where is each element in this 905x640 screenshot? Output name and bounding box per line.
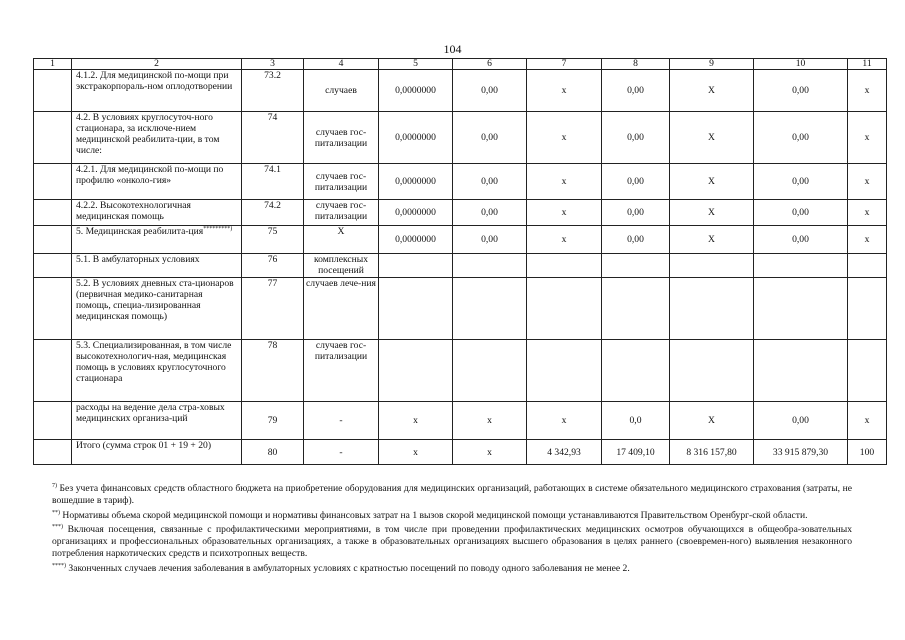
cell-col6 xyxy=(453,340,527,402)
cell-col9: Х xyxy=(670,226,754,254)
page-number: 104 xyxy=(443,42,462,56)
row-name-text: 5. Медицинская реабилита-ция xyxy=(76,226,204,237)
cell-col7 xyxy=(527,278,602,340)
cell-col5 xyxy=(379,278,453,340)
row-number-cell xyxy=(34,402,72,440)
cell-col6: 0,00 xyxy=(453,200,527,226)
table-row xyxy=(34,164,887,200)
cell-col7: х xyxy=(527,70,602,112)
header-cell: 6 xyxy=(453,59,527,70)
row-name: 5.1. В амбулаторных условиях xyxy=(72,254,242,278)
row-unit: случаев лече-ния xyxy=(304,278,379,340)
cell-col5: х xyxy=(379,402,453,440)
table-header-row xyxy=(34,59,887,70)
cell-col10: 0,00 xyxy=(754,200,848,226)
cell-col8: 0,00 xyxy=(602,164,670,200)
row-name: Итого (сумма строк 01 + 19 + 20) xyxy=(72,440,242,465)
table-row xyxy=(34,112,887,164)
row-name: 5.2. В условиях дневных ста-ционаров (первичная медико-санитарная помощь, специа-лизированная медицинская помощь) xyxy=(72,278,242,340)
cell-col9: Х xyxy=(670,402,754,440)
cell-col11: х xyxy=(848,402,887,440)
row-name: 4.2. В условиях круглосуточ-ного стационара, за исключе-нием медицинской реабилита-ции, в том числе: xyxy=(72,112,242,164)
table-row xyxy=(34,70,887,112)
row-code: 74.1 xyxy=(242,164,304,200)
cell-col5: 0,0000000 xyxy=(379,200,453,226)
cell-col10: 0,00 xyxy=(754,70,848,112)
row-unit: комплексных посещений xyxy=(304,254,379,278)
header-cell: 10 xyxy=(754,59,848,70)
row-unit: случаев гос-питализации xyxy=(304,200,379,226)
row-unit: случаев гос-питализации xyxy=(304,340,379,402)
cell-col5: х xyxy=(379,440,453,465)
cell-col9: Х xyxy=(670,164,754,200)
cell-col6 xyxy=(453,278,527,340)
cell-col11: х xyxy=(848,70,887,112)
cell-col9: Х xyxy=(670,112,754,164)
cell-col6: х xyxy=(453,402,527,440)
cell-col6 xyxy=(453,254,527,278)
cell-col7: 4 342,93 xyxy=(527,440,602,465)
row-number-cell xyxy=(34,70,72,112)
cell-col6: х xyxy=(453,440,527,465)
cell-col9: Х xyxy=(670,200,754,226)
cell-col6: 0,00 xyxy=(453,226,527,254)
row-code: 73.2 xyxy=(242,70,304,112)
row-unit: Х xyxy=(304,226,379,254)
cell-col11: х xyxy=(848,226,887,254)
cell-col5: 0,0000000 xyxy=(379,112,453,164)
row-code: 79 xyxy=(242,402,304,440)
cell-col11 xyxy=(848,254,887,278)
row-unit: - xyxy=(304,440,379,465)
row-unit: случаев гос-питализации xyxy=(304,112,379,164)
cell-col7 xyxy=(527,254,602,278)
cell-col11 xyxy=(848,278,887,340)
cell-col7: х xyxy=(527,226,602,254)
row-code: 74 xyxy=(242,112,304,164)
cell-col11: х xyxy=(848,112,887,164)
cell-col7: х xyxy=(527,200,602,226)
row-name: 4.2.2. Высокотехнологичная медицинская помощь xyxy=(72,200,242,226)
cell-col6: 0,00 xyxy=(453,70,527,112)
table-row xyxy=(34,226,887,254)
row-unit: случаев xyxy=(304,70,379,112)
cell-col11: х xyxy=(848,200,887,226)
cell-col8: 0,00 xyxy=(602,226,670,254)
header-cell: 5 xyxy=(379,59,453,70)
row-number-cell xyxy=(34,254,72,278)
cell-col8 xyxy=(602,254,670,278)
cell-col10: 0,00 xyxy=(754,402,848,440)
table-row xyxy=(34,200,887,226)
row-name: расходы на ведение дела стра-ховых медицинских организа-ций xyxy=(72,402,242,440)
footnote-text: Законченных случаев лечения заболевания в амбулаторных условиях с кратностью посещений по поводу одного заболевания не менее 2. xyxy=(66,562,630,574)
cell-col8: 0,00 xyxy=(602,200,670,226)
footnote-text: Без учета финансовых средств областного бюджета на приобретение оборудования для медицинских организаций, работающих в системе обязательного медицинского страхования (затраты, не вошедшие в тариф). xyxy=(52,483,852,506)
cell-col10: 33 915 879,30 xyxy=(754,440,848,465)
table-row xyxy=(34,254,887,278)
cell-col10 xyxy=(754,278,848,340)
cell-col6: 0,00 xyxy=(453,112,527,164)
row-number-cell xyxy=(34,278,72,340)
footnote-text: Включая посещения, связанные с профилактическими мероприятиями, в том числе при проведении профилактических медицинских осмотров обучающихся в общеобра-зовательных организациях и профессиональных образовательных организациях, а также в образовательных организациях высшего образования в целях раннего (своевремен-ного) выявления незаконного потребления наркотических средств и психотропных веществ. xyxy=(52,524,852,559)
cell-col7 xyxy=(527,340,602,402)
cell-col5: 0,0000000 xyxy=(379,164,453,200)
footnote xyxy=(52,510,852,522)
data-table xyxy=(33,58,887,465)
cell-col8 xyxy=(602,278,670,340)
cell-col9 xyxy=(670,278,754,340)
cell-col10 xyxy=(754,340,848,402)
cell-col10 xyxy=(754,254,848,278)
table-row-total xyxy=(34,440,887,465)
row-code: 78 xyxy=(242,340,304,402)
cell-col10: 0,00 xyxy=(754,112,848,164)
header-cell: 11 xyxy=(848,59,887,70)
cell-col8 xyxy=(602,340,670,402)
header-cell: 8 xyxy=(602,59,670,70)
cell-col5: 0,0000000 xyxy=(379,226,453,254)
table-row xyxy=(34,402,887,440)
header-cell: 9 xyxy=(670,59,754,70)
footnote-text: Нормативы объема скорой медицинской помощи и нормативы финансовых затрат на 1 вызов скорой медицинской помощи устанавливаются Правительством Оренбург-ской области. xyxy=(60,509,808,521)
footnote-marker: *********) xyxy=(203,226,233,232)
row-number-cell xyxy=(34,164,72,200)
row-name: 4.1.2. Для медицинской по-мощи при экстракорпораль-ном оплодотворении xyxy=(72,70,242,112)
row-unit: - xyxy=(304,402,379,440)
footnote xyxy=(52,563,852,575)
header-cell: 4 xyxy=(304,59,379,70)
row-number-cell xyxy=(34,340,72,402)
footnote-mark: ****) xyxy=(52,562,66,569)
footnotes xyxy=(52,483,852,578)
cell-col8: 0,00 xyxy=(602,112,670,164)
cell-col7: х xyxy=(527,112,602,164)
row-code: 80 xyxy=(242,440,304,465)
row-number-cell xyxy=(34,226,72,254)
cell-col9 xyxy=(670,254,754,278)
row-name: 5.3. Специализированная, в том числе высокотехнологич-ная, медицинская помощь в условиях круглосуточного стационара xyxy=(72,340,242,402)
cell-col11: х xyxy=(848,164,887,200)
row-number-cell xyxy=(34,440,72,465)
cell-col6: 0,00 xyxy=(453,164,527,200)
footnote-mark: 7) xyxy=(52,483,57,489)
cell-col11: 100 xyxy=(848,440,887,465)
cell-col9: Х xyxy=(670,70,754,112)
footnote xyxy=(52,524,852,559)
row-number-cell xyxy=(34,112,72,164)
row-code: 75 xyxy=(242,226,304,254)
cell-col8: 0,00 xyxy=(602,70,670,112)
cell-col9: 8 316 157,80 xyxy=(670,440,754,465)
row-unit: случаев гос-питализации xyxy=(304,164,379,200)
footnote xyxy=(52,483,852,507)
table-row xyxy=(34,278,887,340)
row-number-cell xyxy=(34,200,72,226)
cell-col10: 0,00 xyxy=(754,226,848,254)
footnote-mark: ***) xyxy=(52,524,63,531)
footnote-mark: **) xyxy=(52,509,60,516)
cell-col7: х xyxy=(527,164,602,200)
cell-col8: 17 409,10 xyxy=(602,440,670,465)
table-row xyxy=(34,340,887,402)
header-cell: 1 xyxy=(34,59,72,70)
header-cell: 2 xyxy=(72,59,242,70)
cell-col7: х xyxy=(527,402,602,440)
cell-col5 xyxy=(379,340,453,402)
cell-col8: 0,0 xyxy=(602,402,670,440)
row-code: 77 xyxy=(242,278,304,340)
row-code: 74.2 xyxy=(242,200,304,226)
cell-col5 xyxy=(379,254,453,278)
cell-col10: 0,00 xyxy=(754,164,848,200)
header-cell: 3 xyxy=(242,59,304,70)
cell-col5: 0,0000000 xyxy=(379,70,453,112)
cell-col9 xyxy=(670,340,754,402)
row-name xyxy=(72,226,242,254)
row-code: 76 xyxy=(242,254,304,278)
header-cell: 7 xyxy=(527,59,602,70)
row-name: 4.2.1. Для медицинской по-мощи по профилю «онколо-гия» xyxy=(72,164,242,200)
cell-col11 xyxy=(848,340,887,402)
